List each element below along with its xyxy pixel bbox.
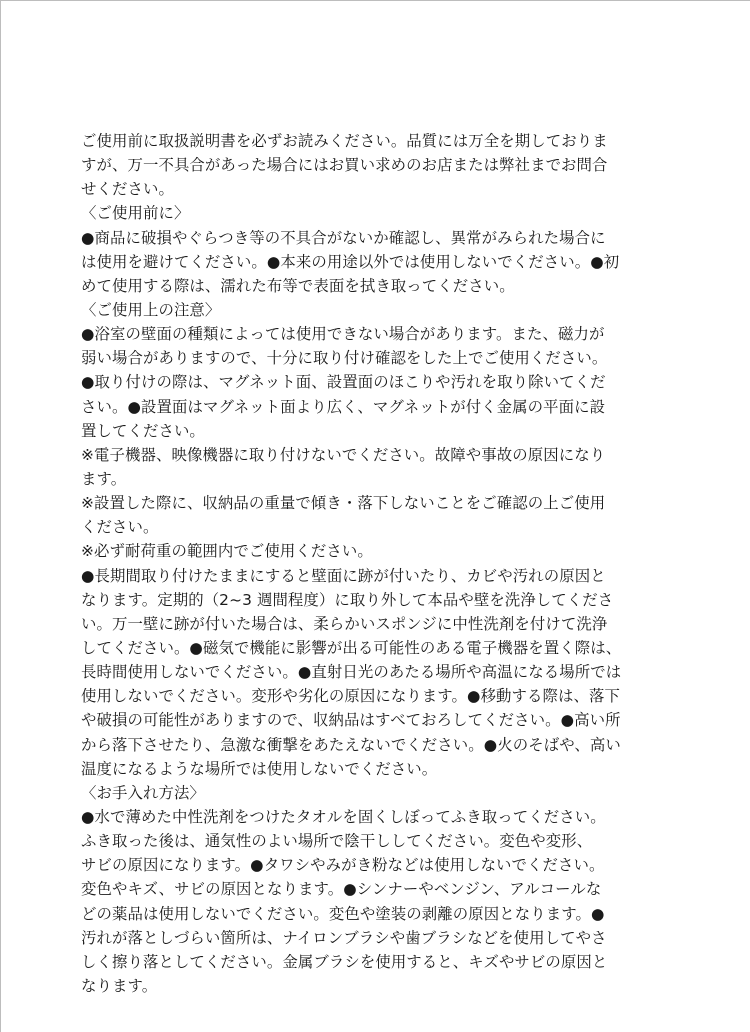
text-line: しく擦り落としてください。金属ブラシを使用すると、キズやサビの原因と xyxy=(81,952,608,971)
text-line: すが、万一不具合があった場合にはお買い求めのお店または弊社までお問合 xyxy=(81,156,608,175)
text-line: ※必ず耐荷重の範囲内でご使用ください。 xyxy=(81,542,373,561)
text-line: せください。 xyxy=(81,180,174,199)
text-line: ●水で薄めた中性洗剤をつけたタオルを固くしぼってふき取ってください。 xyxy=(81,807,606,826)
text-line: ふき取った後は、通気性のよい場所で陰干ししてください。変色や変形、 xyxy=(81,832,593,851)
text-line: してください。●磁気で機能に影響が出る可能性のある電子機器を置く際は、 xyxy=(81,638,622,657)
text-line: ●取り付けの際は、マグネット面、設置面のほこりや汚れを取り除いてくだ xyxy=(81,373,606,392)
text-line: なります。定期的（2~3 週間程度）に取り外して本品や壁を洗浄してくださ xyxy=(81,590,614,609)
text-line: ※設置した際に、収納品の重量で傾き・落下しないことをご確認の上ご使用 xyxy=(81,494,606,513)
section-heading-precautions: 〈ご使用上の注意〉 xyxy=(81,300,221,319)
text-line: さい。●設置面はマグネット面より広く、マグネットが付く金属の平面に設 xyxy=(81,397,606,416)
text-line: 変色やキズ、サビの原因となります。●シンナーやベンジン、アルコールな xyxy=(81,880,602,899)
text-line: や破損の可能性がありますので、収納品はすべておろしてください。●高い所 xyxy=(81,711,621,730)
text-line: ●浴室の壁面の種類によっては使用できない場合があります。また、磁力が xyxy=(81,325,605,344)
text-line: ●長期間取り付けたままにすると壁面に跡が付いたり、カビや汚れの原因と xyxy=(81,566,606,585)
text-line: 弱い場合がありますので、十分に取り付け確認をした上でご使用ください。 xyxy=(81,349,608,368)
text-line: サビの原因になります。●タワシやみがき粉などは使用しないでください。 xyxy=(81,856,605,875)
text-line: ます。 xyxy=(81,469,127,488)
text-line: どの薬品は使用しないでください。変色や塗装の剥離の原因となります。● xyxy=(81,904,605,923)
text-line: ※電子機器、映像機器に取り付けないでください。故障や事故の原因になり xyxy=(81,445,606,464)
text-line: ご使用前に取扱説明書を必ずお読みください。品質には万全を期しておりま xyxy=(81,132,608,150)
text-line: から落下させたり、急激な衝撃をあたえないでください。●火のそばや、高い xyxy=(81,735,621,754)
text-line: 汚れが落としづらい箇所は、ナイロンブラシや歯ブラシなどを使用してやさ xyxy=(81,928,607,947)
text-line: ください。 xyxy=(81,518,159,537)
section-heading-before-use: 〈ご使用前に〉 xyxy=(81,204,190,223)
text-line: なります。 xyxy=(81,976,158,995)
text-line: めて使用する際は、濡れた布等で表面を拭き取ってください。 xyxy=(81,276,515,295)
text-line: 温度になるような場所では使用しないでください。 xyxy=(81,759,438,778)
text-line: 長時間使用しないでください。●直射日光のあたる場所や高温になる場所では xyxy=(81,663,622,682)
instructions-text-block xyxy=(81,129,681,998)
text-line: い。万一壁に跡が付いた場合は、柔らかいスポンジに中性洗剤を付けて洗浄 xyxy=(81,614,608,633)
section-heading-care: 〈お手入れ方法〉 xyxy=(81,783,205,802)
text-line: は使用を避けてください。●本来の用途以外では使用しないでください。●初 xyxy=(81,252,620,271)
text-line: ●商品に破損やぐらつき等の不具合がないか確認し、異常がみられた場合に xyxy=(81,228,606,247)
text-line: 置してください。 xyxy=(81,421,205,440)
text-line: 使用しないでください。変形や劣化の原因になります。●移動する際は、落下 xyxy=(81,687,620,706)
